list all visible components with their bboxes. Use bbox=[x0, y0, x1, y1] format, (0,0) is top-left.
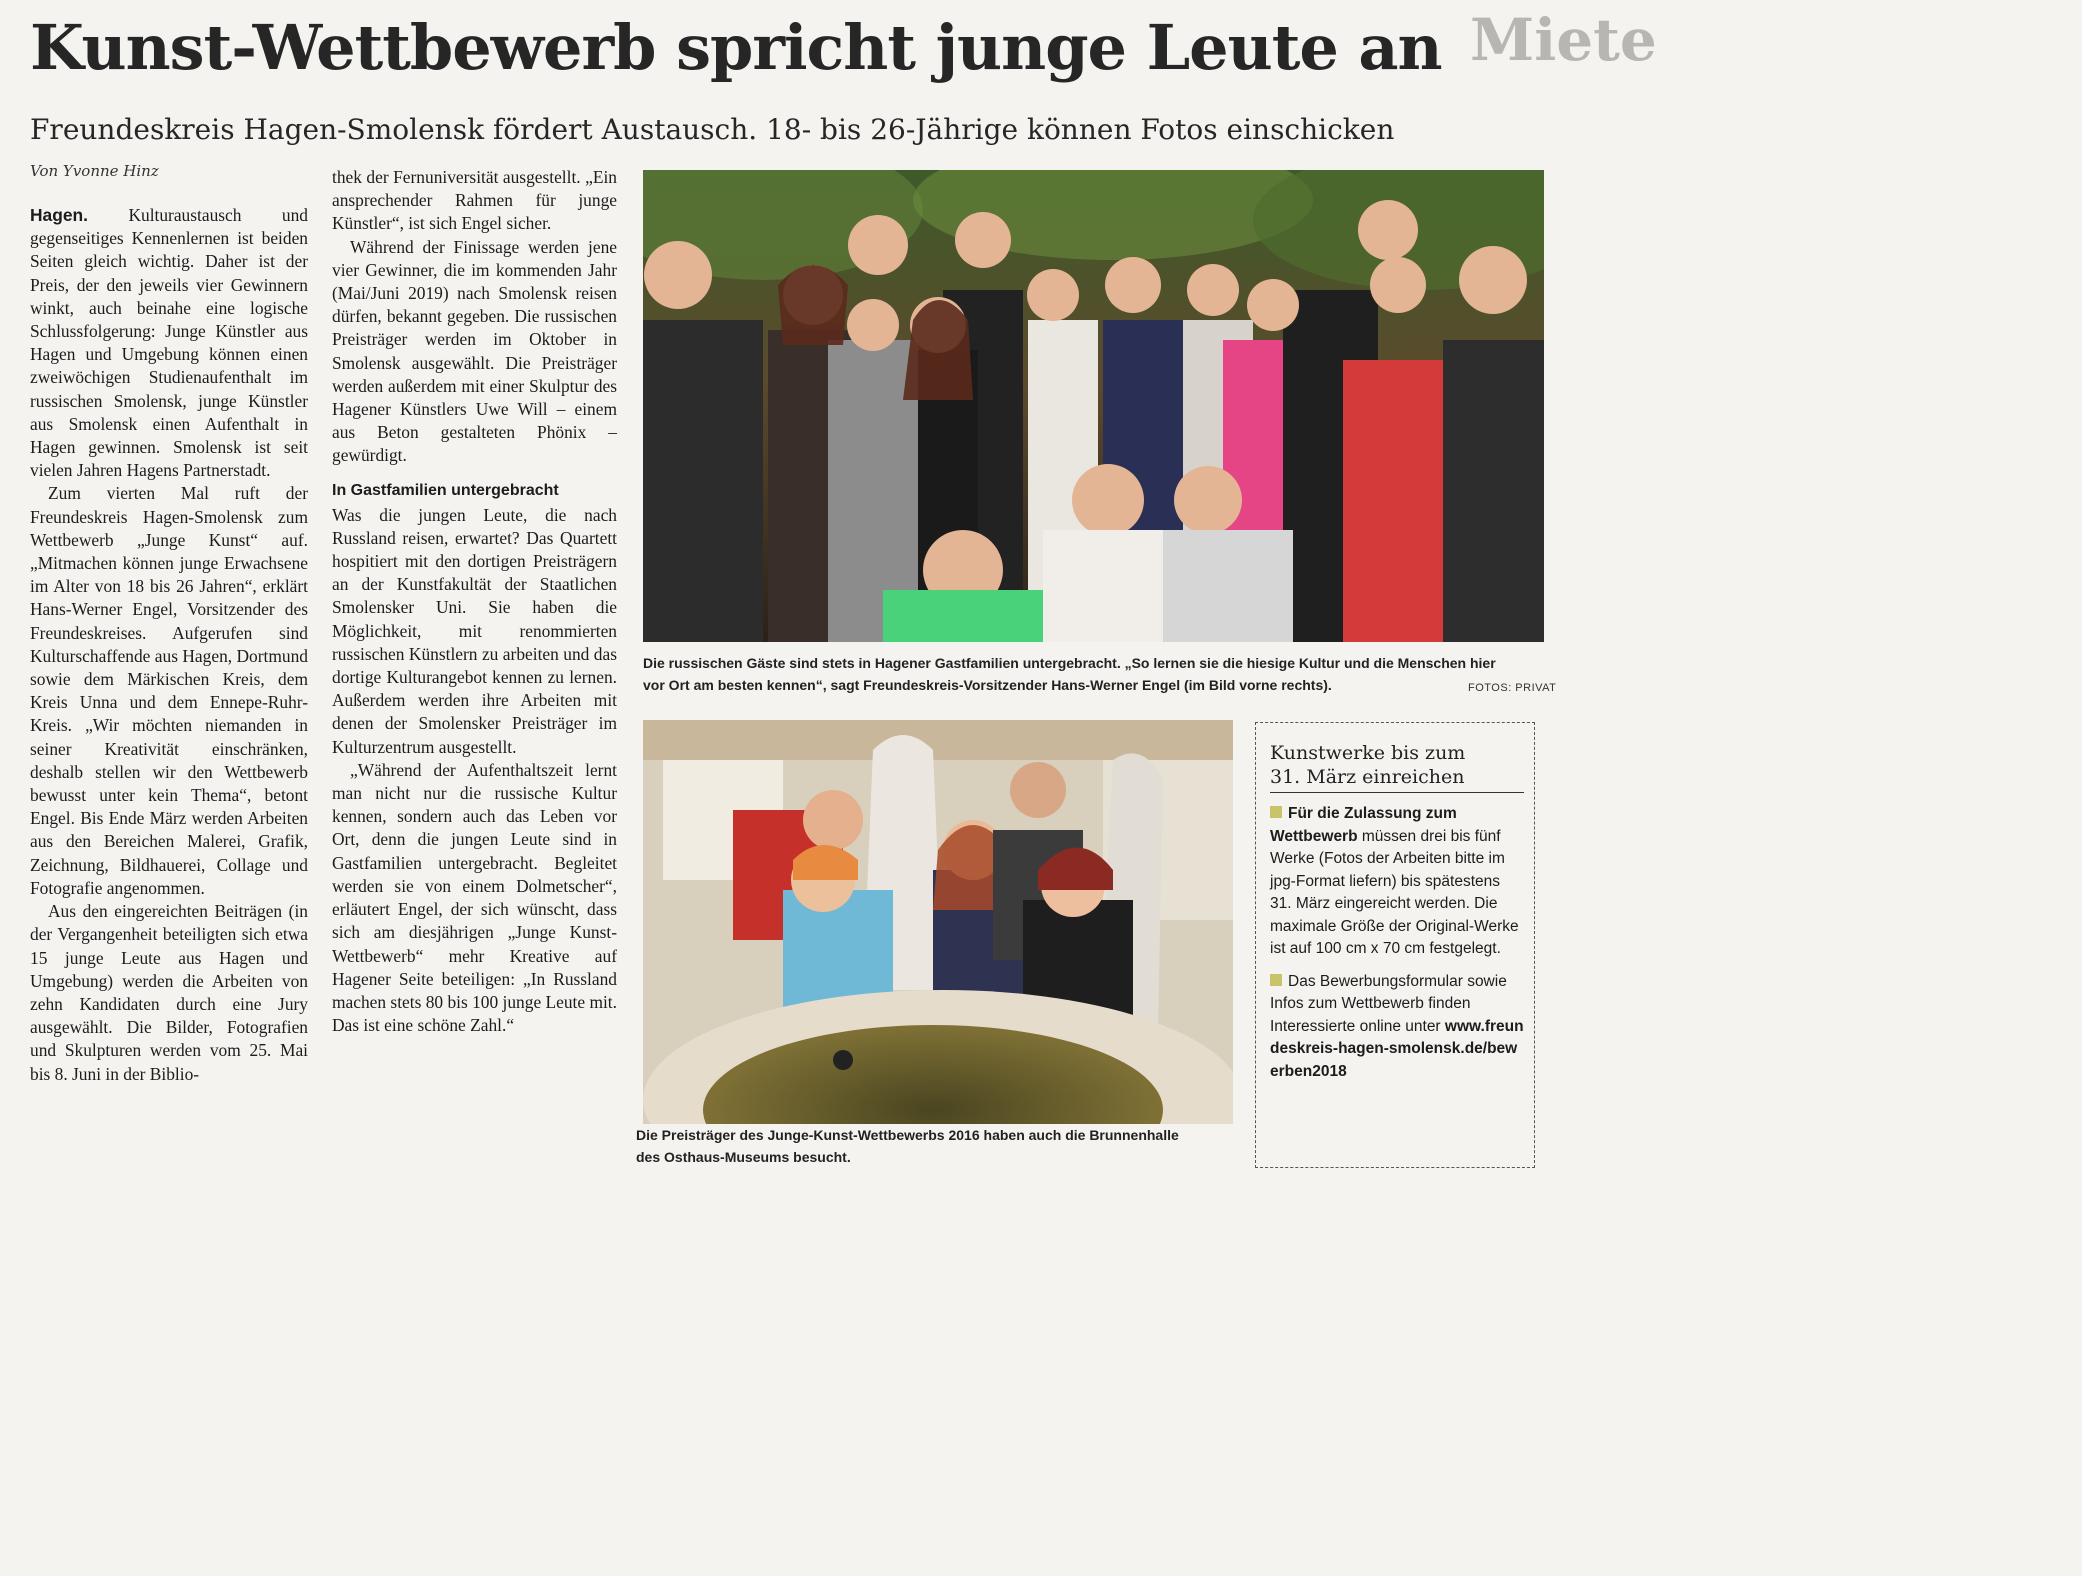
group-photo bbox=[643, 170, 1544, 642]
paragraph: Aus den eingereichten Beiträgen (in der Vergangenheit beteiligten sich etwa 15 junge Leute aus Hagen und Umgebung) werden die Arbeiten von zehn Kandidaten durch eine Jury ausgewählt. Die Bilder, Fotografien und Skulpturen werden vom 25. Mai bis 8. Juni in der Biblio- bbox=[30, 901, 308, 1084]
divider bbox=[1270, 792, 1524, 793]
dateline: Hagen. bbox=[30, 205, 88, 225]
paragraph-text: Kulturaustausch und gegenseitiges Kennenlernen ist beiden Seiten gleich wichtig. Daher ist der Preis, der den jeweils vier Gewinnern winkt, auch beinahe eine logische Schlussfolgerung: Junge Künstler aus Hagen und Umgebung können einen zweiwöchigen Studienaufenthalt im russischen Smolensk, junge Künstler aus Smolensk einen Aufenthalt in Hagen gewinnen. Smolensk ist seit vielen Jahren Hagens Partnerstadt. bbox=[30, 205, 308, 481]
brunnenhalle-photo bbox=[643, 720, 1233, 1124]
info-box-item bbox=[1270, 971, 1524, 1084]
info-box bbox=[1255, 722, 1535, 1168]
paragraph: Was die jungen Leute, die nach Russland reisen, erwartet? Das Quartett hospitiert mit den dortigen Preisträgern an der Kunstfakultät der Staatlichen Smolensker Uni. Sie haben die Möglichkeit, mit renommierten russischen Künstlern zu arbeiten und das dortige Kulturangebot kennen zu lernen. Außerdem werden ihre Arbeiten mit denen der Smolensker Preisträger im Kulturzentrum ausgestellt. bbox=[332, 504, 617, 757]
subheadline: Freundeskreis Hagen-Smolensk fördert Austausch. 18- bis 26-Jährige können Fotos einschicken bbox=[30, 113, 1395, 146]
article-column-1 bbox=[30, 204, 308, 1086]
info-box-item bbox=[1270, 803, 1524, 961]
paragraph bbox=[30, 204, 308, 482]
info-box-url[interactable]: www.freundeskreis-hagen-smolensk.de/bewerben2018 bbox=[1270, 1017, 1524, 1080]
byline: Von Yvonne Hinz bbox=[30, 162, 159, 180]
photo-caption bbox=[643, 652, 1553, 696]
paragraph: „Während der Aufenthaltszeit lernt man nicht nur die russische Kultur kennen, sondern auch das Leben vor Ort, denn die jungen Leute sind in Gastfamilien untergebracht. Begleitet werden sie von einem Dolmetscher“, erläutert Engel, der sich wünscht, dass sich am diesjährigen „Junge Kunst-Wettbewerb“ mehr Kreative auf Hagener Seite beteiligen: „In Russland machen stets 80 bis 100 junge Leute mit. Das ist eine schöne Zahl.“ bbox=[332, 759, 617, 1036]
subheading: In Gastfamilien untergebracht bbox=[332, 481, 559, 499]
paragraph: Zum vierten Mal ruft der Freundeskreis Hagen-Smolensk zum Wettbewerb „Junge Kunst“ auf. „Mitmachen können junge Erwachsene im Alter von 18 bis 26 Jahren“, erklärt Hans-Werner Engel, Vorsitzender des Freundeskreises. Aufgerufen sind Kulturschaffende aus Hagen, Dortmund sowie dem Märkischen Kreis, dem Kreis Unna und dem Ennepe-Ruhr-Kreis. „Wir möchten niemanden in seiner Kreativität einschränken, deshalb stellen wir den Wettbewerb bewusst unter kein Thema“, betont Engel. Bis Ende März werden Arbeiten aus den Bereichen Malerei, Grafik, Zeichnung, Bildhauerei, Collage und Fotografie angenommen. bbox=[30, 483, 308, 898]
photo-credit: FOTOS: PRIVAT bbox=[1468, 682, 1557, 694]
bullet-square-icon bbox=[1270, 806, 1282, 818]
info-box-item-text: müssen drei bis fünf Werke (Fotos der Arbeiten bitte im jpg-Format liefern) bis spätestens 31. März eingereicht werden. Die maximale Größe der Original-Werke ist auf 100 cm x 70 cm festgelegt. bbox=[1270, 827, 1519, 957]
caption-line: Die russischen Gäste sind stets in Hagener Gastfamilien untergebracht. „So lernen sie die hiesige Kultur und die Menschen hier bbox=[643, 655, 1496, 671]
adjacent-article-bleed: Miete bbox=[1470, 6, 1657, 74]
article-column-2 bbox=[332, 166, 617, 1037]
photo-caption bbox=[636, 1124, 1236, 1168]
brunnenhalle-photo-image bbox=[643, 720, 1233, 1124]
group-photo-image bbox=[643, 170, 1544, 642]
info-box-title bbox=[1270, 741, 1524, 789]
headline: Kunst-Wettbewerb spricht junge Leute an bbox=[30, 11, 1442, 84]
caption-line: Die Preisträger des Junge-Kunst-Wettbewerbs 2016 haben auch die Brunnenhalle bbox=[636, 1127, 1179, 1143]
caption-line: des Osthaus-Museums besucht. bbox=[636, 1149, 851, 1165]
info-box-title-line: 31. März einreichen bbox=[1270, 766, 1465, 788]
info-box-item-text: Das Bewerbungsformular sowie Infos zum Wettbewerb finden Interessierte online unter bbox=[1270, 972, 1507, 1035]
bullet-square-icon bbox=[1270, 974, 1282, 986]
caption-line: vor Ort am besten kennen“, sagt Freundeskreis-Vorsitzender Hans-Werner Engel (im Bild vorne rechts). bbox=[643, 677, 1332, 693]
paragraph: Während der Finissage werden jene vier Gewinner, die im kommenden Jahr (Mai/Juni 2019) nach Smolensk reisen dürfen, bekannt gegeben. Die russischen Preisträger werden im Oktober in Smolensk ausgewählt. Die Preisträger werden außerdem mit einer Skulptur des Hagener Künstlers Uwe Will – einem aus Beton gestalteten Phönix – gewürdigt. bbox=[332, 236, 617, 466]
info-box-title-line: Kunstwerke bis zum bbox=[1270, 742, 1466, 764]
paragraph: thek der Fernuniversität ausgestellt. „Ein ansprechender Rahmen für junge Künstler“, ist sich Engel sicher. bbox=[332, 167, 617, 234]
info-box-item-bold: Für die Zulassung zum Wettbewerb bbox=[1270, 805, 1457, 845]
